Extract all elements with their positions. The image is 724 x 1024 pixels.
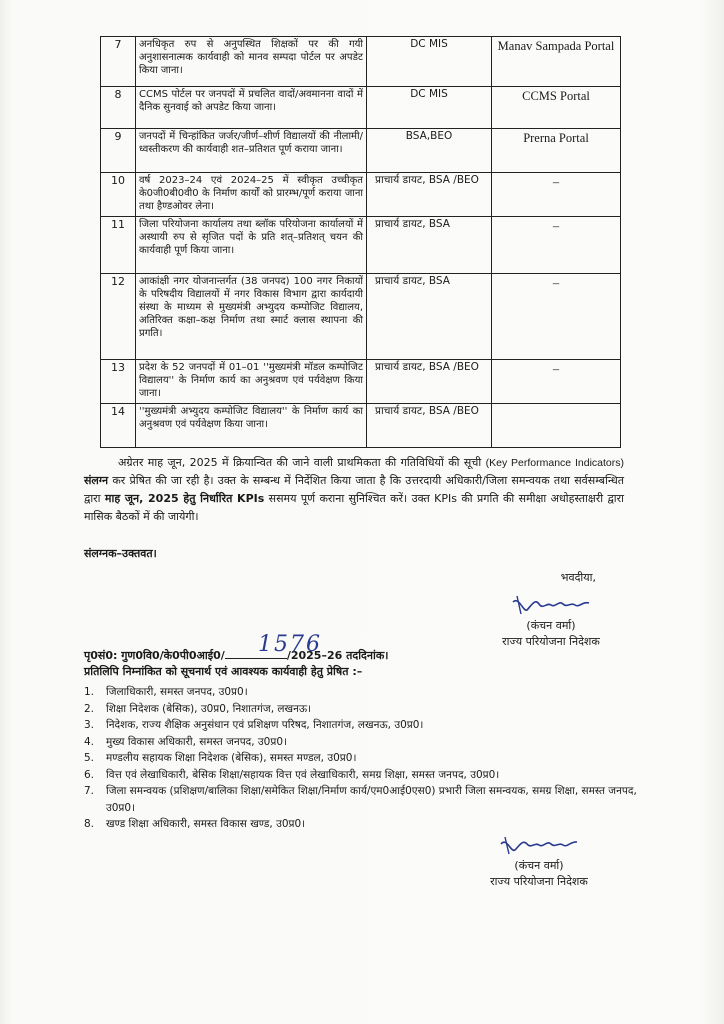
list-item: 3. निदेशक, राज्य शैक्षिक अनुसंधान एवं प्रशिक्षण परिषद, निशातगंज, लखनऊ, उ0प्र0। [84, 719, 424, 731]
portal-cell: – [492, 274, 621, 360]
copy-to-line: प्रतिलिपि निम्नांकित को सूचनार्थ एवं आवश्यक कार्यवाही हेतु प्रेषित :– [84, 665, 363, 678]
table-row [101, 404, 621, 448]
list-item: 6. वित्त एवं लेखाधिकारी, बेसिक शिक्षा/सहायक वित्त एवं लेखाधिकारी, समग्र शिक्षा, समस्त जनपद, उ0प्र0। [84, 768, 500, 781]
activity-cell: प्रदेश के 52 जनपदों में 01–01 ''मुख्यमंत्री मॉडल कम्पोजिट विद्यालय'' के निर्माण कार्य का अनुश्रवण एवं पर्यवेक्षण किया जाना। [136, 360, 367, 404]
responsible-cell: BSA,BEO [367, 129, 492, 173]
row-number: 7 [101, 37, 136, 87]
para-text-5: माह जून, 2025 हेतु निर्धारित KPIs [104, 492, 265, 505]
list-item: 2. शिक्षा निदेशक (बेसिक), उ0प्र0, निशातगंज, लखनऊ। [84, 702, 312, 715]
enclosure-note: संलग्नक–उक्तवत। [84, 547, 157, 560]
responsible-cell: DC MIS [367, 87, 492, 129]
signatory-designation: राज्य परियोजना निदेशक [502, 635, 600, 648]
signatory-name: (कंचन वर्मा) [514, 859, 564, 872]
responsible-cell: प्राचार्य डायट, BSA /BEO [367, 360, 492, 404]
portal-cell: – [492, 217, 621, 274]
table-row [101, 360, 621, 404]
row-number: 13 [101, 360, 136, 404]
portal-cell: Prerna Portal [492, 129, 621, 173]
reference-line [84, 648, 644, 664]
handwritten-number: 1576 [258, 632, 322, 657]
list-item: 7. जिला समन्वयक (प्रशिक्षण/बालिका शिक्षा/समेकित शिक्षा/निर्माण कार्य/एम0आई0एस0) प्रभारी जिला समन्वयक, समग्र शिक्षा, समस्त जनपद, उ0प्र0। [84, 785, 637, 814]
table-row [101, 217, 621, 274]
signature-block-2 [464, 826, 614, 890]
portal-cell: CCMS Portal [492, 87, 621, 129]
list-item: 8. खण्ड शिक्षा अधिकारी, समस्त विकास खण्ड, उ0प्र0। [84, 818, 306, 830]
signatory-name: (कंचन वर्मा) [526, 619, 576, 632]
responsible-cell: DC MIS [367, 37, 492, 87]
activity-cell: अनधिकृत रुप से अनुपस्थित शिक्षकों पर की गयी अनुशासनात्मक कार्यवाही को मानव सम्पदा पोर्टल पर अपडेट किया जाना। [136, 37, 367, 87]
activity-cell: जनपदों में चिन्हांकित जर्जर/जीर्ण–शीर्ण विद्यालयों की नीलामी/ ध्वस्तीकरण की कार्यवाही शत–प्रतिशत पूर्ण कराया जाना। [136, 129, 367, 173]
portal-cell: – [492, 360, 621, 404]
reference-block [84, 648, 644, 680]
reference-prefix: पृ0सं0: गुण0वि0/के0पी0आई0/ [84, 649, 225, 662]
kpi-table-body [101, 37, 621, 448]
portal-cell: – [492, 173, 621, 217]
row-number: 8 [101, 87, 136, 129]
signatory-designation: राज्य परियोजना निदेशक [490, 875, 588, 888]
list-item: 5. मण्डलीय सहायक शिक्षा निदेशक (बेसिक), समस्त मण्डल, उ0प्र0। [84, 752, 357, 764]
row-number: 11 [101, 217, 136, 274]
table-row [101, 87, 621, 129]
para-text-6: ससमय पूर्ण कराना सुनिश्चित करें। उक्त KPIs की प्रगति की समीक्षा अधोहस्ताक्षरी द्वारा मासिक बैठकों में की जायेगी। [84, 492, 624, 523]
responsible-cell: प्राचार्य डायट, BSA [367, 217, 492, 274]
handwritten-signature-icon [497, 832, 581, 858]
table-row [101, 37, 621, 87]
number-blank [225, 648, 287, 659]
table-row [101, 129, 621, 173]
responsible-cell: प्राचार्य डायट, BSA /BEO [367, 173, 492, 217]
row-number: 9 [101, 129, 136, 173]
para-text-3: संलग्न [84, 474, 109, 487]
activity-cell: जिला परियोजना कार्यालय तथा ब्लॉक परियोजना कार्यालयों में अस्थायी रुप से सृजित पदों के प्रति शत्–प्रतिशत् चयन की कार्यवाही पूर्ण किया जाना। [136, 217, 367, 274]
row-number: 14 [101, 404, 136, 448]
activity-cell: आकांक्षी नगर योजनान्तर्गत (38 जनपद) 100 नगर निकायों के परिषदीय विद्यालयों में नगर विकास विभाग द्वारा कार्यदायी संस्था के माध्यम से मुख्यमंत्री अभ्युदय कम्पोजिट विद्यालय, अतिरिक्त कक्षा–कक्ष निर्माण तथा स्मार्ट क्लास स्थापना की प्रगति। [136, 274, 367, 360]
kpi-table [100, 36, 621, 448]
body-paragraph [84, 454, 624, 526]
para-text-4: कर प्रेषित की जा रही है। उक्त के सम्बन्ध में निर्देशित किया जाता है कि उत्तरदायी अधिकारी/जिला समन्वयक तथा सर्वसम्बन्धित द्वारा [84, 474, 624, 505]
reference-suffix: /2025–26 तददिनांक। [286, 649, 389, 662]
responsible-cell: प्राचार्य डायट, BSA [367, 274, 492, 360]
table-row [101, 173, 621, 217]
activity-cell: ''मुख्यमंत्री अभ्युदय कम्पोजिट विद्यालय'' के निर्माण कार्य का अनुश्रवण एवं पर्यवेक्षण किया जाना। [136, 404, 367, 448]
handwritten-signature-icon [509, 592, 593, 618]
para-text-1: अग्रेतर माह जून, 2025 में क्रियान्वित की जाने वाली प्राथमिकता की गतिविधियों की सूची [118, 456, 482, 469]
row-number: 10 [101, 173, 136, 217]
salutation: भवदीया, [560, 571, 596, 584]
activity-cell: CCMS पोर्टल पर जनपदों में प्रचलित वादों/अवमानना वादों में दैनिक सुनवाई को अपडेट किया जाना। [136, 87, 367, 129]
copy-list [84, 684, 644, 833]
row-number: 12 [101, 274, 136, 360]
portal-cell [492, 404, 621, 448]
list-item: 4. मुख्य विकास अधिकारी, समस्त जनपद, उ0प्र0। [84, 735, 287, 748]
list-item: 1. जिलाधिकारी, समस्त जनपद, उ0प्र0। [84, 686, 248, 698]
responsible-cell: प्राचार्य डायट, BSA /BEO [367, 404, 492, 448]
signature-block-1 [476, 570, 626, 650]
para-text-2: (Key Performance Indicators) [485, 457, 624, 469]
portal-cell: Manav Sampada Portal [492, 37, 621, 87]
activity-cell: वर्ष 2023–24 एवं 2024–25 में स्वीकृत उच्चीकृत के0जी0बी0वी0 के निर्माण कार्यों को प्रारम्भ/पूर्ण कराया जाना तथा हैण्डओवर लेना। [136, 173, 367, 217]
table-row [101, 274, 621, 360]
